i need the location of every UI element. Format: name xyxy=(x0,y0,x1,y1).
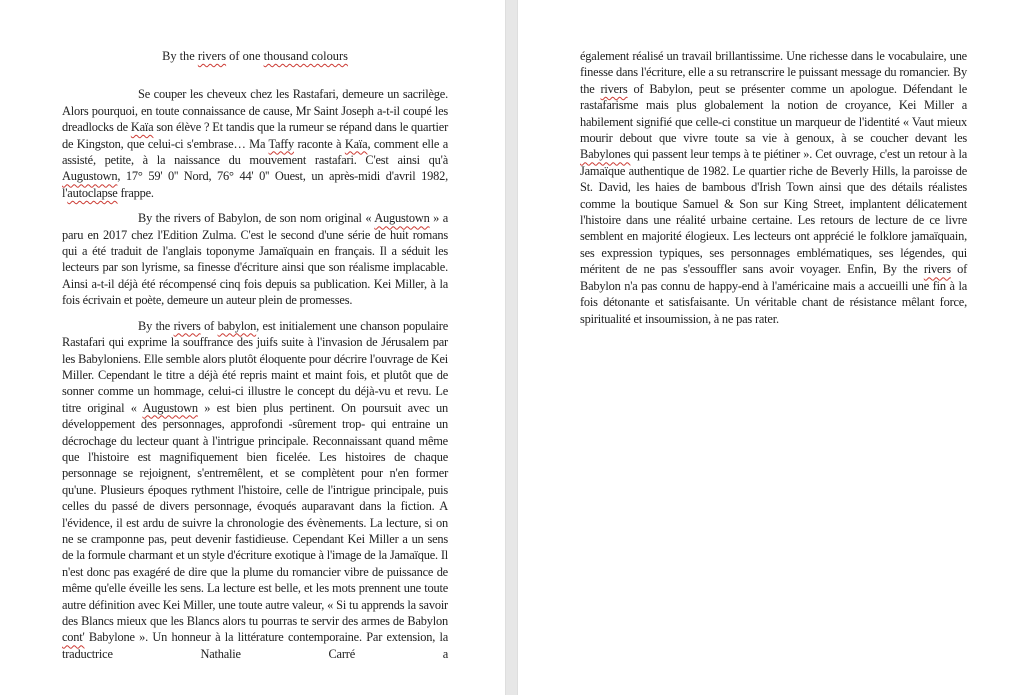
misspelled-word: rivers xyxy=(173,318,201,333)
misspelled-word: thousand colours xyxy=(263,49,348,63)
text-run: Babylone ». Un honneur à la littérature contemporaine. Par extension, la traductrice Nathalie Carré a xyxy=(62,630,448,661)
text-run: Se couper les cheveux chez les Rastafari, demeure un sacrilège. Alors pourquoi, en toute connaissance de cause, Mr Saint Joseph a-t-il coupé les dreadlocks de xyxy=(62,87,448,135)
text-run: également réalisé un travail brillantissime. Une richesse dans le vocabulaire, une finesse dans l'écriture, elle a su retranscrire le puissant message du romancier. By the xyxy=(580,49,967,96)
paragraph xyxy=(62,86,448,201)
misspelled-word: Babylones xyxy=(580,147,631,162)
misspelled-word: cont' xyxy=(62,630,85,645)
text-run: frappe. xyxy=(117,185,154,200)
text-run: By the xyxy=(138,318,174,333)
document-title xyxy=(62,48,448,64)
page-left-content xyxy=(0,0,505,695)
paragraph xyxy=(62,318,448,663)
text-run: , comment elle a assisté, petite, à la naissance du mouvement rastafari. C'est ainsi qu'à xyxy=(62,136,448,168)
misspelled-word: rivers xyxy=(197,49,227,63)
text-run: By the rivers of Babylon, de son nom original « xyxy=(138,211,375,226)
misspelled-word: rivers xyxy=(600,81,628,96)
text-run: son élève ? Et tandis que la rumeur se répand dans le quartier de Kingston, que celui-ci s'embrase… Ma xyxy=(62,120,448,151)
misspelled-word: Augustown xyxy=(142,400,198,415)
paragraph xyxy=(580,48,967,327)
text-run: of Babylon n'a pas connu de happy-end à l'américaine mais a accueilli une fin à la fois détonante et satisfaisante. Un véritable chant de résistance mêlant force, spiritualité et insoumission, à ne pas rater. xyxy=(580,262,968,326)
text-run: of one xyxy=(226,49,264,63)
misspelled-word: Augustown xyxy=(374,211,430,226)
page-right[interactable] xyxy=(518,0,1024,695)
page-gutter xyxy=(505,0,518,695)
page-left[interactable] xyxy=(0,0,505,695)
page-text xyxy=(62,86,448,662)
text-run: , 17° 59' 0'' Nord, 76° 44' 0'' Ouest, un après-midi d'avril 1982, l' xyxy=(62,169,448,200)
page-right-content xyxy=(518,0,1024,695)
text-run: , est initialement une chanson populaire Rastafari qui exprime la souffrance des juifs suite à l'invasion de Jérusalem par les Babyloniens. Elle semble alors plutôt éloquente pour décrire l'ouvrage de Kei Miller. Cependant le titre a déjà été repris maint et maint fois, et plutôt que de sonner comme un hommage, celui-ci illustre le concept du déjà-vu et revu. Le titre original « xyxy=(62,318,448,415)
text-run: qui passent leur temps à te piétiner ». Cet ouvrage, c'est un retour à la Jamaïque authentique de 1982. Le quartier riche de Beverly Hills, la paroisse de St. David, les haies de bambous d'Irish Town ainsi que des détails réalistes comme la boutique Samuel & Son sur King Street, implantent délicatement l'histoire dans une réalité urbaine certaine. Les retours de lecture de ce livre semblent en majorité élogieux. Les lecteurs ont apprécié le folklore jamaïquain, ses expression typiques, ses personnages emblématiques, ses légendes, qui méritent de ne pas s'essouffler sans avoir voyager. Enfin, By the xyxy=(580,147,967,277)
misspelled-word: autoclapse xyxy=(67,185,118,200)
text-run: of xyxy=(200,318,218,333)
text-run: » a paru en 2017 chez l'Edition Zulma. C'est le second d'une série de huit romans qui a été traduit de l'anglais toponyme Jamaïquain en français. Il a séduit les lecteurs par son lyrisme, sa finesse d'écriture ainsi que son réalisme implacable. Ainsi a-t-il déjà été récompensé cinq fois depuis sa publication. Kei Miller, à la fois écrivain et poète, demeure un auteur plein de promesses. xyxy=(62,211,448,308)
text-run: By the xyxy=(162,49,198,63)
misspelled-word: Taffy xyxy=(268,136,294,151)
text-run: of Babylon, peut se présenter comme un apologue. Défendant le rastafarisme mais plus globalement la notion de croyance, Kei Miller a habilement signifié que celle-ci constitue un marqueur de l'identité « Vaut mieux mourir debout que vivre toute sa vie à genoux, à se coucher devant les xyxy=(580,81,968,146)
misspelled-word: Augustown xyxy=(62,169,118,184)
misspelled-word: Kaïa xyxy=(130,120,154,135)
misspelled-word: babylon xyxy=(217,318,257,333)
text-run: » est bien plus pertinent. On poursuit avec un développement des personnages, approfondi -sûrement trop- qui entraine un décrochage du lecteur quant à l'intrigue principale. Reconnaissant quand même que l'histoire est magnifiquement bien ficelée. Les histoires de chaque personnage se rejoignent, s'entremêlent, et se complètent pour n'en former qu'une. Plusieurs époques rythment l'histoire, celle de l'intrigue principale, puis celles du passé de divers personnage, évoqués auparavant dans la fiction. A l'évidence, il est ardu de suivre la chronologie des évènements. La lecture, si on ne se cramponne pas, peut devenir fastidieuse. Cependant Kei Miller a un sens de la formule charmant et un style d'écriture exotique à l'image de la Jamaïque. Il n'est donc pas exagéré de dire que la plume du romancier vibre de puissance de même qu'elle éveille les sens. La lecture est belle, et les mots prennent une toute autre définition avec Kei Miller, une toute autre valeur, « Si tu apprends la savoir des Blancs mieux que les Blancs alors tu pourras te servir des armes de Babylon xyxy=(62,400,448,628)
misspelled-word: rivers xyxy=(923,262,951,277)
paragraph xyxy=(62,210,448,308)
misspelled-word: Kaïa xyxy=(344,136,368,151)
page-text xyxy=(580,48,967,327)
text-run: raconte à xyxy=(293,136,345,151)
